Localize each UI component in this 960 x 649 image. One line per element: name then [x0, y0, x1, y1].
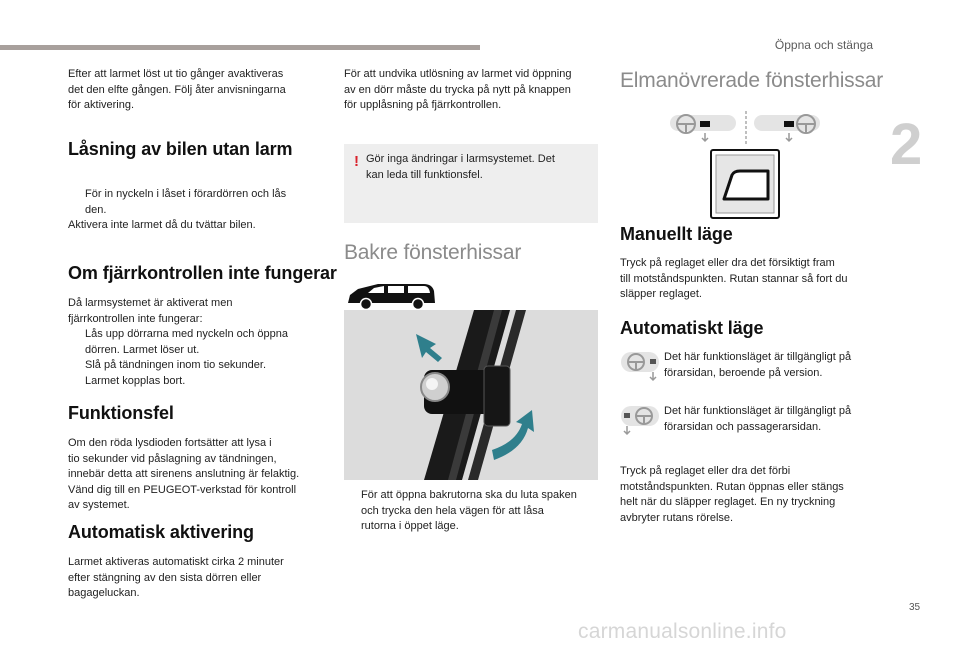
- automatic-mode-heading: Automatiskt läge: [620, 318, 764, 338]
- bullet-item: För in nyckeln i låset i förardörren och lås den.: [85, 188, 287, 216]
- auto-activation-heading: Automatisk aktivering: [68, 522, 254, 542]
- fault-heading: Funktionsfel: [68, 403, 174, 423]
- window-switch-icon: [710, 149, 780, 219]
- warning-icon: !: [354, 153, 359, 170]
- lhd-rhd-steering-icons: [668, 111, 824, 145]
- van-icon: [344, 281, 438, 311]
- header-rule: [0, 45, 480, 50]
- rear-windows-heading: Bakre fönsterhissar: [344, 241, 522, 264]
- chapter-number: 2: [890, 112, 923, 177]
- electric-windows-heading: Elmanövrerade fönsterhissar: [620, 69, 884, 92]
- bullet-item: För att öppna bakrutorna ska du luta spaken och trycka den hela vägen för att låsa rutorna i öppet läge.: [361, 489, 577, 532]
- auto-note-both: Det här funktionsläget är tillgängligt på förarsidan och passagerarsidan.: [664, 405, 852, 433]
- auto-activation-text: Larmet aktiveras automatiskt cirka 2 minuter efter stängning av den sista dörren eller bagageluckan.: [68, 556, 284, 599]
- bullet-item: Slå på tändningen inom tio sekunder. Larmet kopplas bort.: [85, 359, 267, 387]
- driver-side-steering-icon: [620, 350, 660, 384]
- lock-note: Aktivera inte larmet då du tvättar bilen.: [68, 219, 256, 231]
- lock-heading: Låsning av bilen utan larm: [68, 139, 293, 159]
- bullet-item: Lås upp dörrarna med nyckeln och öppna dörren. Larmet löser ut.: [85, 328, 289, 356]
- remote-section: Då larmsystemet är aktiverat men fjärrkontrollen inte fungerar: Lås upp dörrarna med nyckeln och öppna dörren. Larmet löser ut. Slå på tändningen inom tio sekunder. Larmet kopplas bort.: [68, 296, 338, 389]
- auto-note-driver: Det här funktionsläget är tillgängligt på förarsidan, beroende på version.: [664, 351, 852, 379]
- automatic-mode-text: Tryck på reglaget eller dra det förbi motståndspunkten. Rutan öppnas eller stängs helt när du släpper reglaget. En ny tryckning avbryter rutans rörelse.: [620, 465, 844, 524]
- rear-window-latch-photo: [344, 310, 598, 480]
- col1-intro: Efter att larmet löst ut tio gånger avaktiveras det den elfte gången. Följ åter anvisningarna för aktivering.: [68, 68, 286, 111]
- page-number: 35: [909, 602, 921, 613]
- fault-text: Om den röda lysdioden fortsätter att lysa i tio sekunder vid påslagning av tändningen, innebär detta att sirenens anslutning är felaktig. Vänd dig till en PEUGEOT-verkstad för kontroll av systemet.: [68, 437, 300, 511]
- manual-mode-text: Tryck på reglaget eller dra det försiktigt fram till motståndspunkten. Rutan stannar så fort du släpper reglaget.: [620, 257, 848, 300]
- warning-box: ! Gör inga ändringar i larmsystemet. Det kan leda till funktionsfel.: [344, 144, 598, 223]
- lock-section: [68, 187, 338, 234]
- remote-heading: Om fjärrkontrollen inte fungerar: [68, 263, 337, 283]
- section-title: Öppna och stänga: [774, 38, 873, 52]
- col2-intro: För att undvika utlösning av larmet vid öppning av en dörr måste du trycka på nytt på knappen för upplåsning på fjärrkontrollen.: [344, 68, 572, 111]
- watermark: carmanualsonline.info: [578, 620, 787, 643]
- rear-windows-instruction: [344, 488, 604, 535]
- both-sides-steering-icon: [620, 404, 660, 438]
- manual-mode-heading: Manuellt läge: [620, 224, 733, 244]
